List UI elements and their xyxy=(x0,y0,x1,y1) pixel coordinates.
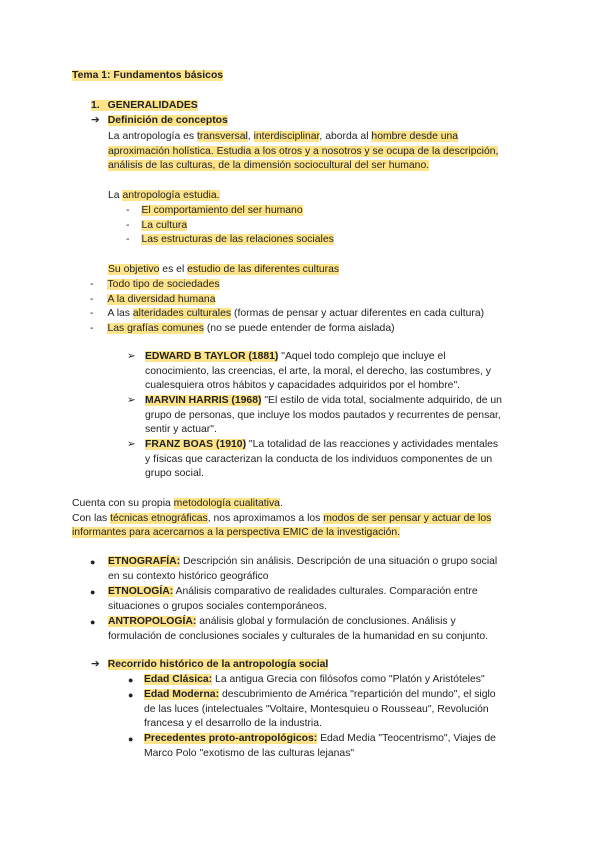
text: modos de ser pensar y actuar de los xyxy=(323,512,492,524)
document-title xyxy=(72,69,600,84)
author-name: MARVIN HARRIS (1968) xyxy=(145,395,262,406)
list-item-text: A la diversidad humana xyxy=(107,293,216,305)
list-item-text: La cultura xyxy=(141,219,188,231)
text: y físicas que caracterizan la conducta de los individuos componentes de un xyxy=(145,453,493,465)
dash-icon: - xyxy=(90,293,94,305)
text: . xyxy=(279,498,283,509)
text: Análisis comparativo de realidades culturales. Comparación entre xyxy=(173,586,478,597)
list-item xyxy=(126,233,600,248)
author-harris xyxy=(127,394,600,438)
arrow-icon: ➔ xyxy=(91,115,100,126)
text: , aborda al xyxy=(319,131,372,142)
arrowhead-icon: ➢ xyxy=(127,351,136,362)
text: estudio de las diferentes culturas xyxy=(187,264,340,275)
text: Marco Polo "exotismo de las culturas lejanas" xyxy=(144,747,355,759)
text: interdisciplinar xyxy=(253,131,320,142)
text: cualesquiera otros hábitos y capacidades adquiridos por el hombre". xyxy=(145,380,461,392)
list-item xyxy=(126,219,600,234)
disciplina-name: ETNOLOGÍA: xyxy=(108,586,174,597)
estudia-list xyxy=(126,204,600,248)
list-item xyxy=(90,322,600,337)
bullet-icon: ● xyxy=(128,675,134,685)
text: sentir y actuar". xyxy=(145,424,217,436)
list-item-text: Todo tipo de sociedades xyxy=(107,279,220,290)
text: grupo social. xyxy=(145,468,204,480)
author-boas xyxy=(127,438,600,482)
dash-icon: - xyxy=(126,234,130,246)
bullet-icon: ● xyxy=(128,734,134,744)
dash-icon: - xyxy=(126,205,130,216)
list-item-text: Las grafías comunes xyxy=(107,322,204,334)
text: informantes para acercarnos a la perspectiva EMIC de la investigación. xyxy=(72,527,401,539)
list-item xyxy=(90,278,600,293)
text: conocimiento, las creencias, el arte, la moral, el derecho, las costumbres, y xyxy=(145,365,491,377)
dash-icon: - xyxy=(90,308,94,320)
text: "Aquel todo complejo que incluye el xyxy=(278,351,446,362)
text: grupo de personas, que incluye los modos pautados y recurrentes de pensar, xyxy=(145,409,501,421)
dash-icon: - xyxy=(126,219,130,231)
disciplina-etnografia xyxy=(90,555,600,584)
text: análisis de las culturas, de la dimensión sociocultural del ser humano. xyxy=(108,160,430,172)
text: en su contexto histórico geográfico xyxy=(108,570,269,582)
period-name: Edad Clásica: xyxy=(144,674,213,685)
text: transversal xyxy=(196,131,248,142)
text: Con las xyxy=(72,512,111,524)
list-item-text: A las xyxy=(107,308,133,320)
list-item xyxy=(90,293,600,308)
section-number: 1. xyxy=(91,100,100,111)
text: francesa y el desarrollo de la industria. xyxy=(144,718,322,730)
text: "El estilo de vida total, socialmente adquirido, de un xyxy=(261,395,502,406)
subsection-heading: Recorrido histórico de la antropología social xyxy=(107,659,329,670)
disciplina-antropologia xyxy=(90,615,600,644)
bullet-icon: ● xyxy=(90,617,96,627)
text: aproximación holística. Estudia a los otros y a nosotros y se ocupa de la descripción, xyxy=(108,145,499,157)
text: "La totalidad de las reacciones y actividades mentales xyxy=(246,439,499,450)
definicion-paragraph xyxy=(108,130,600,174)
text: Descripción sin análisis. Descripción de una situación o grupo social xyxy=(180,556,498,567)
author-taylor xyxy=(127,350,600,394)
recorrido-item xyxy=(128,732,600,761)
list-item xyxy=(90,307,600,322)
text: , nos aproximamos a los xyxy=(207,512,324,524)
estudia-intro xyxy=(108,189,600,204)
recorrido-item xyxy=(128,688,600,732)
section-label: GENERALIDADES xyxy=(100,100,198,111)
text: hombre desde una xyxy=(371,131,459,142)
disciplina-name: ANTROPOLOGÍA: xyxy=(108,616,197,627)
objetivo-intro xyxy=(108,263,600,278)
text: La xyxy=(108,190,123,201)
author-name: FRANZ BOAS (1910) xyxy=(145,439,247,450)
text: La antropología es xyxy=(108,131,197,142)
list-item xyxy=(126,204,600,219)
metodologia-paragraph xyxy=(72,497,600,541)
text: Edad Media "Teocentrismo", Viajes de xyxy=(317,733,496,744)
bullet-icon: ● xyxy=(90,587,96,597)
text: técnicas etnográficas xyxy=(110,512,208,524)
text: Su objetivo xyxy=(108,264,160,275)
text: , xyxy=(247,131,254,142)
arrow-icon: ➔ xyxy=(91,659,100,670)
text: es el xyxy=(159,264,188,275)
text: de las luces (intelectuales "Voltaire, Montesquieu o Rousseau", Revolución xyxy=(144,703,489,715)
subsection-recorrido xyxy=(91,658,600,673)
author-name: EDWARD B TAYLOR (1881) xyxy=(145,351,279,362)
text: análisis global y formulación de conclusiones. Análisis y xyxy=(196,616,456,627)
objetivo-list xyxy=(90,278,600,336)
subsection-heading: Definición de conceptos xyxy=(107,115,228,126)
text: situaciones o grupos sociales contemporáneos. xyxy=(108,600,327,612)
recorrido-item xyxy=(128,673,600,688)
period-name: Precedentes proto-antropológicos: xyxy=(144,733,318,744)
dash-icon: - xyxy=(90,322,94,334)
list-item-text: alteridades culturales xyxy=(132,308,232,320)
text: descubrimiento de América "repartición del mundo", el siglo xyxy=(219,689,496,700)
text: Cuenta con su propia xyxy=(72,498,174,509)
period-name: Edad Moderna: xyxy=(144,689,220,700)
dash-icon: - xyxy=(90,279,94,290)
list-item-text: El comportamiento del ser humano xyxy=(141,205,303,216)
section-generalidades xyxy=(91,99,600,114)
disciplina-name: ETNOGRAFÍA: xyxy=(108,556,181,567)
bullet-icon: ● xyxy=(90,557,96,567)
list-item-text: (formas de pensar y actuar diferentes en cada cultura) xyxy=(231,308,485,320)
bullet-icon: ● xyxy=(128,690,134,700)
text: metodología cualitativa xyxy=(173,498,280,509)
text: formulación de conclusiones sociales y culturales de la humanidad en su conjunto. xyxy=(108,630,489,642)
list-item-text: Las estructuras de las relaciones sociales xyxy=(141,234,334,246)
text: La antigua Grecia con filósofos como "Platón y Aristóteles" xyxy=(212,674,485,685)
title-text: Tema 1: Fundamentos básicos xyxy=(72,70,224,81)
list-item-text: (no se puede entender de forma aislada) xyxy=(203,322,395,334)
arrowhead-icon: ➢ xyxy=(127,395,136,406)
arrowhead-icon: ➢ xyxy=(127,439,136,450)
text: antropología estudia. xyxy=(122,190,220,201)
disciplina-etnologia xyxy=(90,585,600,614)
subsection-definicion xyxy=(91,114,600,129)
